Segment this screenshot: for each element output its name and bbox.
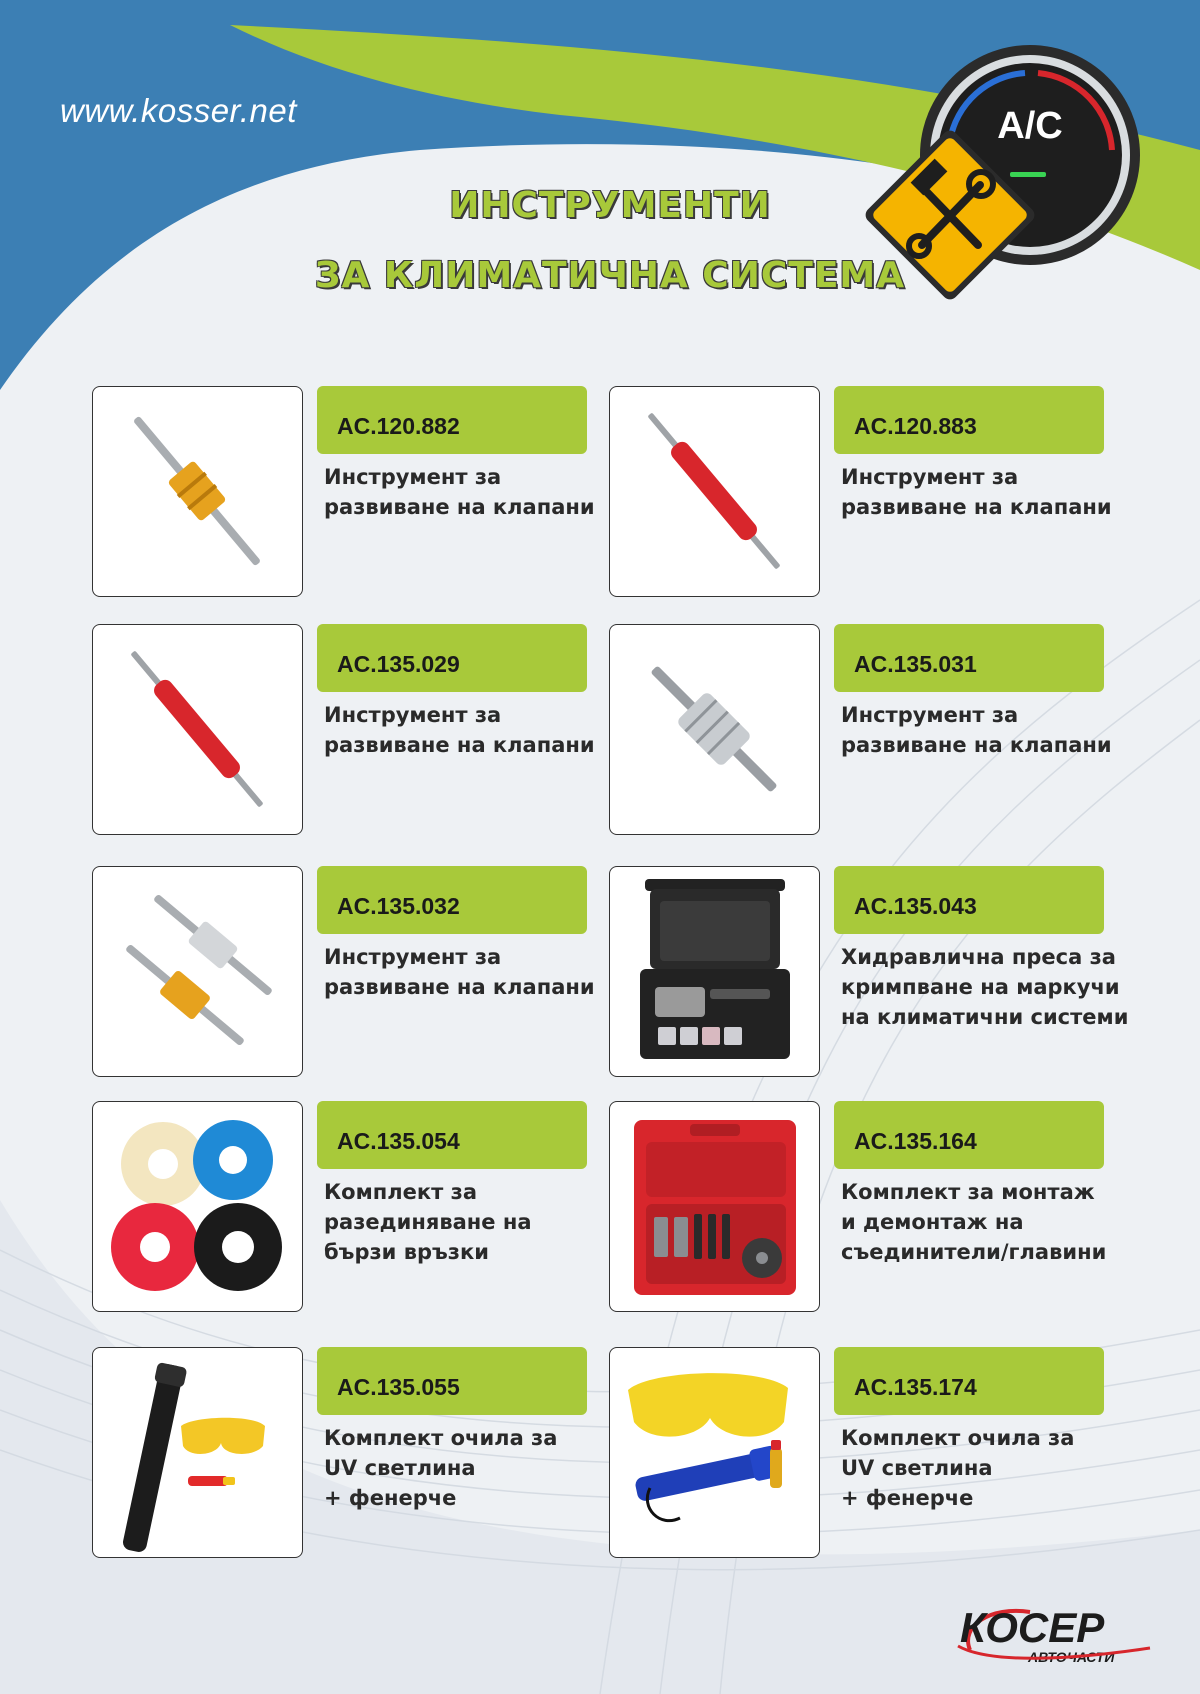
product-card[interactable] — [609, 386, 1119, 598]
product-code: AC.135.043 — [834, 866, 1104, 934]
hydraulic-crimper-case-icon — [610, 867, 819, 1076]
valve-tool-red-icon — [610, 387, 819, 596]
uv-glasses-flashlight-icon — [93, 1348, 302, 1557]
product-code: AC.135.054 — [317, 1101, 587, 1169]
product-code: AC.135.055 — [317, 1347, 587, 1415]
product-image — [609, 624, 820, 835]
product-code: AC.135.029 — [317, 624, 587, 692]
product-card[interactable] — [609, 866, 1129, 1078]
valve-tool-silver-icon — [610, 625, 819, 834]
valve-tool-gold-icon — [93, 387, 302, 596]
product-description: Инструмент за развиване на клапани — [324, 945, 595, 999]
product-code: AC.135.174 — [834, 1347, 1104, 1415]
website-url[interactable]: www.kosser.net — [60, 92, 297, 129]
logo-brand: КОСЕР — [960, 1604, 1105, 1651]
product-description: Инструмент за развиване на клапани — [841, 465, 1112, 519]
product-image — [609, 386, 820, 597]
product-card[interactable] — [92, 866, 602, 1078]
product-card[interactable] — [609, 624, 1119, 836]
product-image — [609, 866, 820, 1077]
product-image — [609, 1101, 820, 1312]
product-code: AC.120.883 — [834, 386, 1104, 454]
product-code: AC.120.882 — [317, 386, 587, 454]
product-image — [92, 1101, 303, 1312]
product-image — [92, 1347, 303, 1558]
product-card[interactable] — [92, 386, 602, 598]
product-description: Комплект очила за UV светлина + фенерче — [841, 1426, 1075, 1510]
valve-tool-red-icon — [93, 625, 302, 834]
product-image — [92, 866, 303, 1077]
page-title-line-2: ЗА КЛИМАТИЧНА СИСТЕМА — [314, 255, 906, 296]
valve-tool-pair-icon — [93, 867, 302, 1076]
product-card[interactable] — [92, 624, 602, 836]
product-code: AC.135.032 — [317, 866, 587, 934]
product-description: Комплект за монтаж и демонтаж на съединители/главини — [841, 1180, 1107, 1264]
uv-glasses-blue-flashlight-icon — [610, 1348, 819, 1557]
ac-tools-badge — [860, 40, 1170, 320]
product-image — [92, 624, 303, 835]
product-card[interactable] — [92, 1347, 602, 1559]
product-card[interactable] — [609, 1101, 1119, 1313]
logo-subtitle: АВТОЧАСТИ — [1028, 1649, 1115, 1665]
product-card[interactable] — [92, 1101, 602, 1313]
product-description: Инструмент за развиване на клапани — [324, 703, 595, 757]
product-card[interactable] — [609, 1347, 1119, 1559]
product-description: Комплект за разединяване на бързи връзки — [324, 1180, 532, 1264]
ac-label: A/C — [997, 105, 1063, 147]
disconnect-tools-icon — [93, 1102, 302, 1311]
product-image — [92, 386, 303, 597]
page-title-line-1: ИНСТРУМЕНТИ — [449, 185, 771, 226]
clutch-tool-case-icon — [610, 1102, 819, 1311]
product-description: Комплект очила за UV светлина + фенерче — [324, 1426, 558, 1510]
product-description: Инструмент за развиване на клапани — [324, 465, 595, 519]
product-image — [609, 1347, 820, 1558]
kosser-logo[interactable] — [950, 1598, 1160, 1668]
product-code: AC.135.164 — [834, 1101, 1104, 1169]
product-code: AC.135.031 — [834, 624, 1104, 692]
product-description: Инструмент за развиване на клапани — [841, 703, 1112, 757]
product-description: Хидравлична преса за кримпване на маркучи на климатични системи — [841, 945, 1129, 1029]
